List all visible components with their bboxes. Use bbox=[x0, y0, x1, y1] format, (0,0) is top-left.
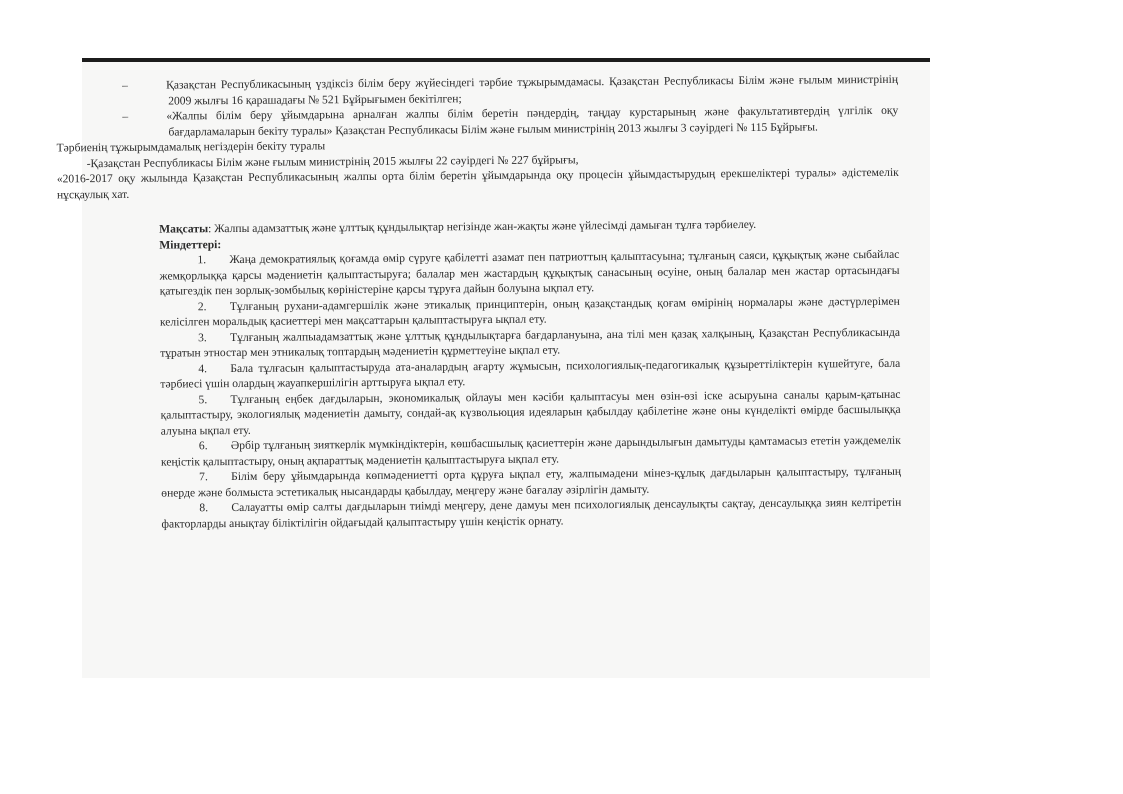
goal-text: : Жалпы адамзаттық және ұлттық құндылықтар негізінде жан-жақты және үйлесімді дамыған тұлға тәрбиелеу. bbox=[208, 217, 757, 236]
concept-line: Тәрбиенің тұжырымдамалық негіздерін бекіту туралы bbox=[56, 139, 326, 155]
scan-top-edge bbox=[82, 58, 930, 62]
list-item bbox=[108, 103, 898, 140]
task-number: 3. bbox=[197, 330, 207, 344]
task-item bbox=[160, 386, 900, 438]
task-text: Тұлғаның еңбек дағдыларын, экономикалық ойлауы мен кәсіби қалыптасуы мен өзін-өзі іске асыруына саналы қарым-қатынас қалыптастыру, экологиялық мәдениетін дамыту, сондай-ақ күзвольюция идеяларын қабылдау қабілетіне және оны күнделікті өмірде басшылыққа алуына ықпал ету. bbox=[160, 387, 901, 438]
task-text: Білім беру ұйымдарында көпмәдениетті орта құруға ықпал ету, жалпымәдени мінез-құлық дағдыларын қалыптастыру, тұлғаның өнерде және болмыста эстетикалық нысандарды қабылдау, меңгеру және бағалау әзірлігін дамыту. bbox=[161, 464, 902, 500]
task-number: 5. bbox=[198, 392, 208, 406]
task-number: 8. bbox=[199, 501, 209, 515]
task-item bbox=[159, 247, 899, 299]
task-text: Жаңа демократиялық қоғамда өмір сүруге қабілетті азамат пен патриоттың қалыптасуына; тұлғаның саяси, құқықтық және сыбайлас жемқорлыққа қарсы мәдениетін қалыптастыруға; балалар мен жастардың құқықтық санасының өсуіне, оның балалар мен жастар ортасындағы қатыгездік пен зорлық-зомбылық көріністеріне қарсы тұруға дайын болуына ықпал ету. bbox=[159, 247, 900, 298]
document-body bbox=[56, 72, 902, 532]
task-number: 1. bbox=[197, 253, 207, 267]
letter-line: «2016-2017 оқу жылында Қазақстан Республикасының жалпы орта білім беретін ұйымдарында оқу процесін ұйымдастырудың ерекшеліктері туралы» әдістемелік нұсқаулық хат. bbox=[56, 165, 899, 201]
task-text: Әрбір тұлғаның зияткерлік мүмкіндіктерін, көшбасшылық қасиеттерін және дарындылығын дамытуды қамтамасыз ететін уәждемелік кеңістік қалыптастыру, оның ақпараттық мәдениетін қалыптастыруға ықпал ету. bbox=[160, 433, 901, 469]
task-item bbox=[161, 495, 901, 532]
goal-label: Мақсаты bbox=[159, 222, 209, 236]
task-text: Тұлғаның жалпыадамзаттық және ұлттық құндылықтарға бағдарлануына, ана тілі мен қазақ халқының, Қазақстан Республикасында тұратын этностар мен этникалық топтардың мәдениетін құрметтеуіне ықпал ету. bbox=[160, 325, 901, 360]
task-number: 4. bbox=[198, 361, 208, 375]
task-text: Салауатты өмір салты дағдыларын тиімді меңгеру, дене дамуы мен психологиялық денсаулықты сақтау, денсаулыққа зиян келтіретін факторларды анықтау біліктілігін ойдағыдай қалыптастыру үшін кеңістік орнату. bbox=[161, 495, 902, 531]
dash-mark: – bbox=[122, 78, 128, 92]
dash-mark: – bbox=[122, 109, 129, 123]
task-number: 6. bbox=[198, 439, 208, 453]
task-text: Бала тұлғасын қалыптастыруда ата-аналардың ағарту жұмысын, психологиялық-педагогикалық құзыреттіліктерін күшейтуге, бала тәрбиесі үшін олардың жауапкершілігін арттыруға ықпал ету. bbox=[160, 356, 901, 391]
tasks-title: Міндеттері: bbox=[159, 237, 222, 252]
task-number: 2. bbox=[197, 299, 207, 313]
task-text: Тұлғаның рухани-адамгершілік және этикалық принциптерін, оның қазақстандық қоғам өмірінің нормалары және дәстүрлерімен келісілген моральдық қасиеттері мен мақсаттарын қалыптастыруға ықпал ету. bbox=[159, 294, 900, 329]
task-number: 7. bbox=[199, 470, 208, 484]
list-item-text: «Жалпы білім беру ұйымдарына арналған жалпы білім беретін пәндердің, таңдау курстарының және факультативтердің үлгілік оқу бағдарламаларын бекіту туралы» Қазақстан Республикасы Білім және ғылым министрінің 2013 жылғы 3 сәуірдегі № 115 Бұйрығы. bbox=[166, 103, 899, 139]
list-item-text: Қазақстан Республикасының үздіксіз білім беру жүйесіндегі тәрбие тұжырымдамасы. Қазақстан Республикасы Білім және ғылым министрінің 2009 жылғы 16 қарашадағы № 521 Бұйрығымен бекітілген; bbox=[166, 72, 899, 108]
order-line: -Қазақстан Республикасы Білім және ғылым министрінің 2015 жылғы 22 сәуірдегі № 227 бұйрығы, bbox=[86, 152, 579, 170]
